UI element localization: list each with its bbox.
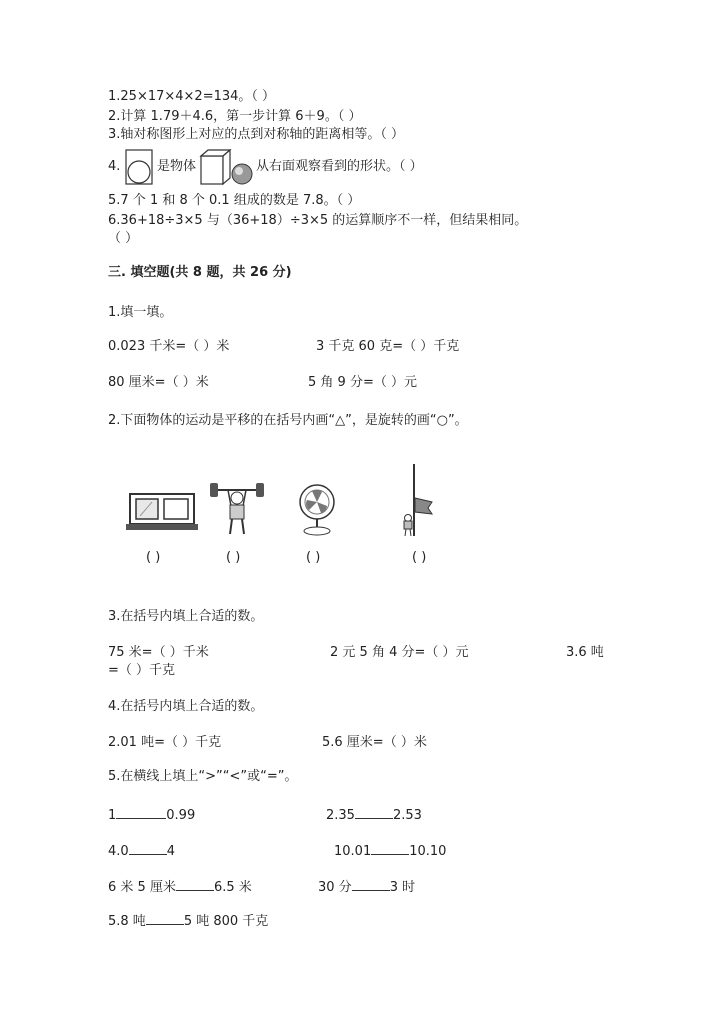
compare-4 bbox=[334, 842, 446, 861]
s3-q1-a: 0.023 千米=（ ）米 bbox=[108, 339, 230, 354]
compare-left: 30 分 bbox=[318, 880, 352, 895]
s3-q3-b: 2 元 5 角 4 分=（ ）元 bbox=[330, 645, 469, 660]
answer-blank[interactable] bbox=[352, 878, 390, 891]
compare-left: 1 bbox=[108, 808, 117, 823]
s3-q3-a: 75 米=（ ）千米 bbox=[108, 645, 209, 660]
judge-q5: 5.7 个 1 和 8 个 0.1 组成的数是 7.8。（ ） bbox=[108, 193, 361, 208]
judge-q6: 6.36+18÷3×5 与（36+18）÷3×5 的运算顺序不一样，但结果相同。 bbox=[108, 213, 528, 228]
judge-q4-prefix: 4. bbox=[108, 159, 121, 174]
judge-q4-mid: 是物体 bbox=[157, 159, 197, 174]
answer-blank[interactable] bbox=[355, 806, 393, 819]
s3-q3-title: 3.在括号内填上合适的数。 bbox=[108, 609, 264, 624]
compare-left: 10.01 bbox=[334, 844, 372, 859]
answer-blank[interactable] bbox=[371, 842, 409, 855]
s3-q1-d: 5 角 9 分=（ ）元 bbox=[308, 375, 417, 390]
compare-right: 3 时 bbox=[389, 880, 416, 895]
box-and-ball-icon bbox=[198, 148, 258, 186]
fan-icon bbox=[294, 482, 340, 538]
flag-raising-icon bbox=[398, 462, 438, 538]
window-icon bbox=[126, 490, 198, 532]
compare-left: 2.35 bbox=[326, 808, 355, 823]
compare-left: 4.0 bbox=[108, 844, 129, 859]
compare-1 bbox=[108, 806, 195, 825]
section3-title: 三. 填空题(共 8 题，共 26 分) bbox=[108, 265, 292, 280]
s3-q4-a: 2.01 吨=（ ）千克 bbox=[108, 735, 222, 750]
compare-right: 2.53 bbox=[392, 808, 422, 823]
answer-blank[interactable] bbox=[116, 806, 166, 819]
paren-weightlifter: ( ) bbox=[226, 550, 241, 565]
compare-right: 0.99 bbox=[166, 808, 196, 823]
compare-5 bbox=[108, 878, 252, 897]
answer-blank[interactable] bbox=[129, 842, 167, 855]
compare-2 bbox=[326, 806, 422, 825]
compare-6 bbox=[318, 878, 415, 897]
paren-fan: ( ) bbox=[306, 550, 321, 565]
compare-7 bbox=[108, 912, 268, 931]
s3-q1-b: 3 千克 60 克=（ ）千克 bbox=[316, 339, 460, 354]
s3-q2-title: 2.下面物体的运动是平移的在括号内画“△”，是旋转的画“○”。 bbox=[108, 413, 468, 428]
judge-q3: 3.轴对称图形上对应的点到对称轴的距离相等。（ ） bbox=[108, 127, 405, 142]
view-shape-icon bbox=[124, 148, 154, 186]
compare-right: 10.10 bbox=[409, 844, 447, 859]
compare-right: 4 bbox=[166, 844, 175, 859]
s3-q4-b: 5.6 厘米=（ ）米 bbox=[322, 735, 427, 750]
compare-left: 6 米 5 厘米 bbox=[108, 880, 176, 895]
answer-blank[interactable] bbox=[146, 912, 184, 925]
answer-blank[interactable] bbox=[176, 878, 214, 891]
compare-right: 6.5 米 bbox=[213, 880, 252, 895]
paren-flag: ( ) bbox=[412, 550, 427, 565]
s3-q3-c: 3.6 吨 bbox=[566, 645, 604, 660]
judge-q2: 2.计算 1.79＋4.6，第一步计算 6＋9。（ ） bbox=[108, 109, 362, 124]
judge-q4-suffix: 从右面观察看到的形状。（ ） bbox=[256, 159, 423, 174]
weightlifter-icon bbox=[208, 480, 266, 538]
judge-q6-paren: （ ） bbox=[108, 231, 139, 246]
judge-q1: 1.25×17×4×2=134。（ ） bbox=[108, 89, 276, 104]
s3-q4-title: 4.在括号内填上合适的数。 bbox=[108, 699, 264, 714]
s3-q1-c: 80 厘米=（ ）米 bbox=[108, 375, 209, 390]
s3-q1-title: 1.填一填。 bbox=[108, 305, 173, 320]
s3-q3-c2: =（ ）千克 bbox=[108, 663, 176, 678]
paren-window: ( ) bbox=[146, 550, 161, 565]
compare-right: 5 吨 800 千克 bbox=[183, 914, 269, 929]
compare-3 bbox=[108, 842, 175, 861]
s3-q5-title: 5.在横线上填上“>”“<”或“=”。 bbox=[108, 769, 298, 784]
compare-left: 5.8 吨 bbox=[108, 914, 146, 929]
